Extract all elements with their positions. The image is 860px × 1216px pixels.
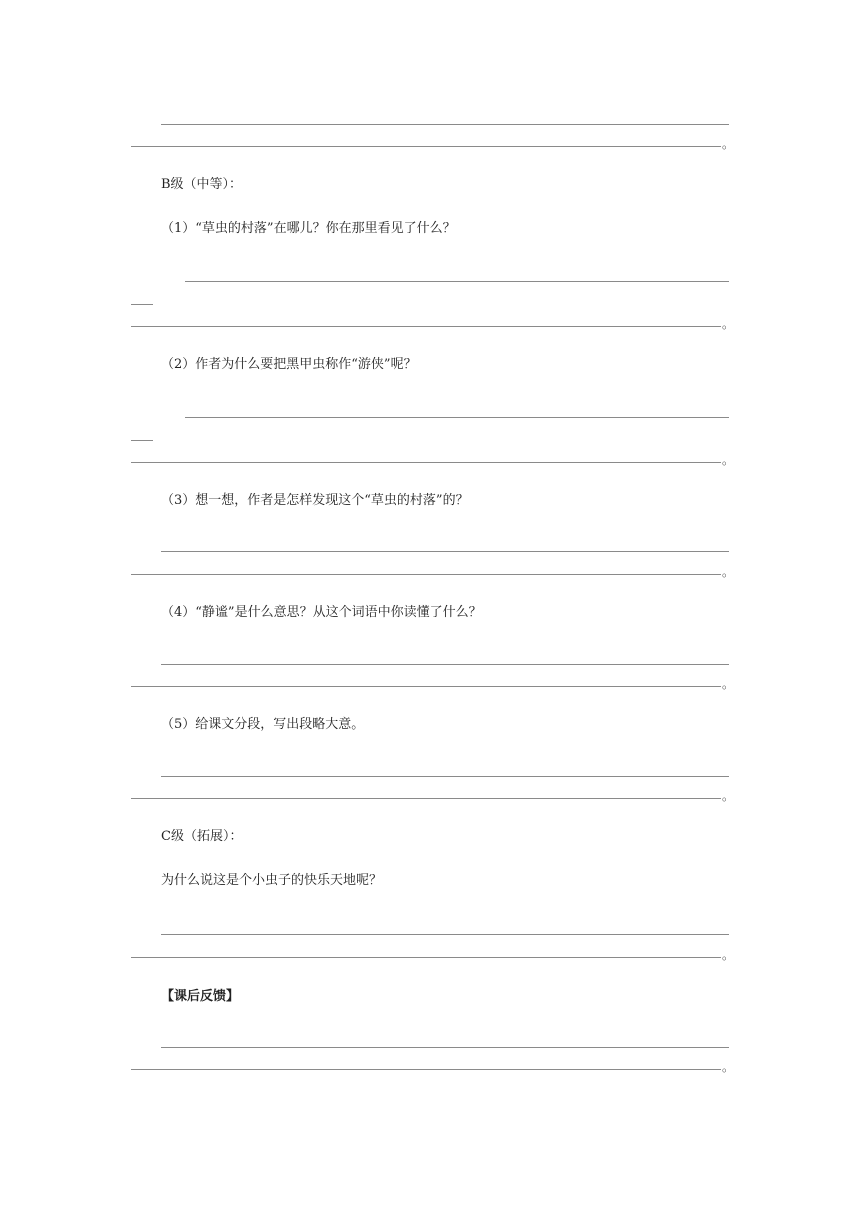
- section-b-heading: B级（中等）：: [161, 177, 243, 192]
- answer-line-stub: [131, 440, 153, 441]
- answer-line[interactable]: [161, 776, 729, 777]
- answer-line[interactable]: [131, 574, 721, 575]
- question-5: （5）给课文分段，写出段略大意。: [161, 717, 365, 732]
- question-1: （1）“草虫的村落”在哪儿？你在那里看见了什么？: [161, 221, 456, 236]
- answer-line[interactable]: [131, 686, 721, 687]
- answer-line[interactable]: [185, 417, 729, 418]
- end-mark: 。: [722, 453, 735, 467]
- answer-line[interactable]: [131, 462, 721, 463]
- end-mark: 。: [722, 1060, 735, 1074]
- answer-line[interactable]: [131, 1069, 721, 1070]
- section-c-question: 为什么说这是个小虫子的快乐天地呢？: [161, 873, 383, 888]
- question-2: （2）作者为什么要把黑甲虫称作“游侠”呢？: [161, 357, 417, 372]
- answer-line[interactable]: [131, 326, 721, 327]
- answer-line[interactable]: [131, 798, 721, 799]
- section-c-heading: C级（拓展）：: [161, 829, 243, 844]
- answer-line[interactable]: [161, 1047, 729, 1048]
- answer-line[interactable]: [185, 281, 729, 282]
- question-3: （3）想一想，作者是怎样发现这个“草虫的村落”的？: [161, 493, 469, 508]
- end-mark: 。: [722, 317, 735, 331]
- answer-line[interactable]: [161, 124, 729, 125]
- answer-line-stub: [131, 304, 153, 305]
- end-mark: 。: [722, 565, 735, 579]
- answer-line[interactable]: [161, 664, 729, 665]
- end-mark: 。: [722, 677, 735, 691]
- end-mark: 。: [722, 948, 735, 962]
- answer-line[interactable]: [161, 551, 729, 552]
- feedback-heading: 【课后反馈】: [161, 989, 240, 1004]
- answer-line[interactable]: [161, 934, 729, 935]
- answer-line[interactable]: [131, 957, 721, 958]
- question-4: （4）“静谧”是什么意思？从这个词语中你读懂了什么？: [161, 605, 482, 620]
- end-mark: 。: [722, 789, 735, 803]
- answer-line[interactable]: [131, 146, 721, 147]
- end-mark: 。: [722, 137, 735, 151]
